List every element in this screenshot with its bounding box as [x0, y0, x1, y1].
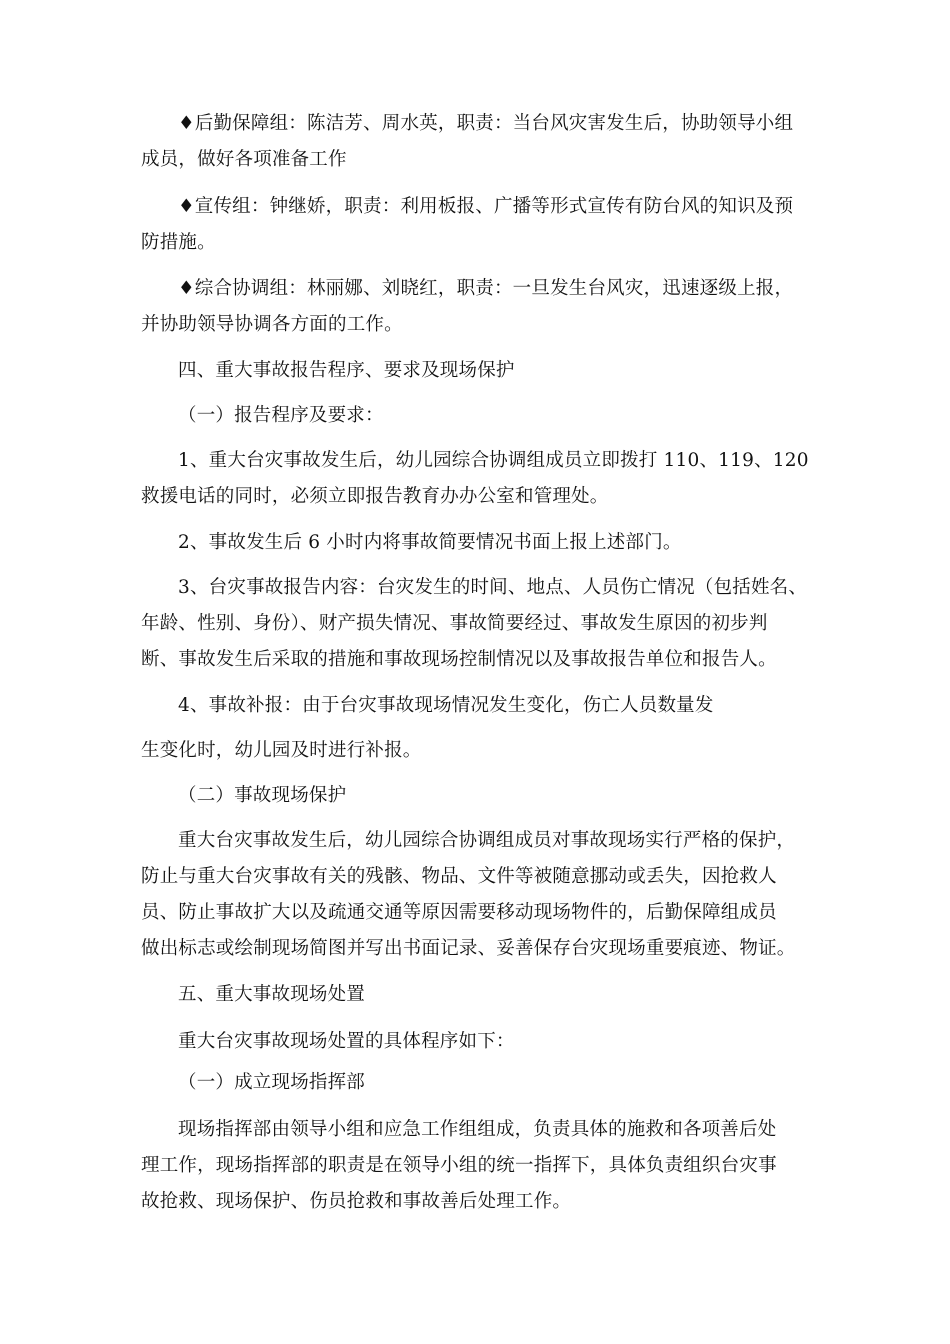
subsection-heading-command: （一）成立现场指挥部	[178, 1072, 366, 1093]
paragraph-command-cont-2: 故抢救、现场保护、伤员抢救和事故善后处理工作。	[141, 1191, 572, 1212]
paragraph-logistics-group-cont: 成员，做好各项准备工作	[141, 149, 347, 170]
paragraph-item-1: 1、重大台灾事故发生后，幼儿园综合协调组成员立即拨打 110、119、120	[178, 450, 809, 471]
paragraph-command: 现场指挥部由领导小组和应急工作组组成，负责具体的施救和各项善后处	[178, 1119, 777, 1140]
paragraph-protection: 重大台灾事故发生后，幼儿园综合协调组成员对事故现场实行严格的保护，	[178, 830, 796, 851]
paragraph-item-3-cont-2: 断、事故发生后采取的措施和事故现场控制情况以及事故报告单位和报告人。	[141, 649, 777, 670]
section-heading-4: 四、重大事故报告程序、要求及现场保护	[178, 360, 515, 381]
paragraph-protection-cont-3: 做出标志或绘制现场简图并写出书面记录、妥善保存台灾现场重要痕迹、物证。	[141, 938, 796, 959]
paragraph-procedure-intro: 重大台灾事故现场处置的具体程序如下：	[178, 1031, 515, 1052]
paragraph-logistics-group: ♦后勤保障组：陈洁芳、周水英，职责：当台风灾害发生后，协助领导小组	[178, 113, 794, 134]
paragraph-item-3: 3、台灾事故报告内容：台灾发生的时间、地点、人员伤亡情况（包括姓名、	[178, 577, 808, 598]
paragraph-item-2: 2、事故发生后 6 小时内将事故简要情况书面上报上述部门。	[178, 532, 682, 553]
section-heading-5: 五、重大事故现场处置	[178, 984, 366, 1005]
paragraph-protection-cont-1: 防止与重大台灾事故有关的残骸、物品、文件等被随意挪动或丢失，因抢救人	[141, 866, 777, 887]
paragraph-item-4-cont: 生变化时，幼儿园及时进行补报。	[141, 740, 422, 761]
paragraph-item-4: 4、事故补报：由于台灾事故现场情况发生变化，伤亡人员数量发	[178, 695, 714, 716]
paragraph-coordination-group-cont: 并协助领导协调各方面的工作。	[141, 314, 403, 335]
paragraph-command-cont-1: 理工作，现场指挥部的职责是在领导小组的统一指挥下，具体负责组织台灾事	[141, 1155, 777, 1176]
paragraph-coordination-group: ♦综合协调组：林丽娜、刘晓红，职责：一旦发生台风灾，迅速逐级上报，	[178, 278, 794, 299]
paragraph-publicity-group: ♦宣传组：钟继娇，职责：利用板报、广播等形式宣传有防台风的知识及预	[178, 196, 794, 217]
paragraph-publicity-group-cont: 防措施。	[141, 232, 216, 253]
paragraph-item-3-cont-1: 年龄、性别、身份）、财产损失情况、事故简要经过、事故发生原因的初步判	[141, 613, 768, 634]
paragraph-protection-cont-2: 员、防止事故扩大以及疏通交通等原因需要移动现场物件的，后勤保障组成员	[141, 902, 777, 923]
subsection-heading-protection: （二）事故现场保护	[178, 785, 347, 806]
subsection-heading-report: （一）报告程序及要求：	[178, 405, 384, 426]
paragraph-item-1-cont: 救援电话的同时，必须立即报告教育办办公室和管理处。	[141, 486, 609, 507]
